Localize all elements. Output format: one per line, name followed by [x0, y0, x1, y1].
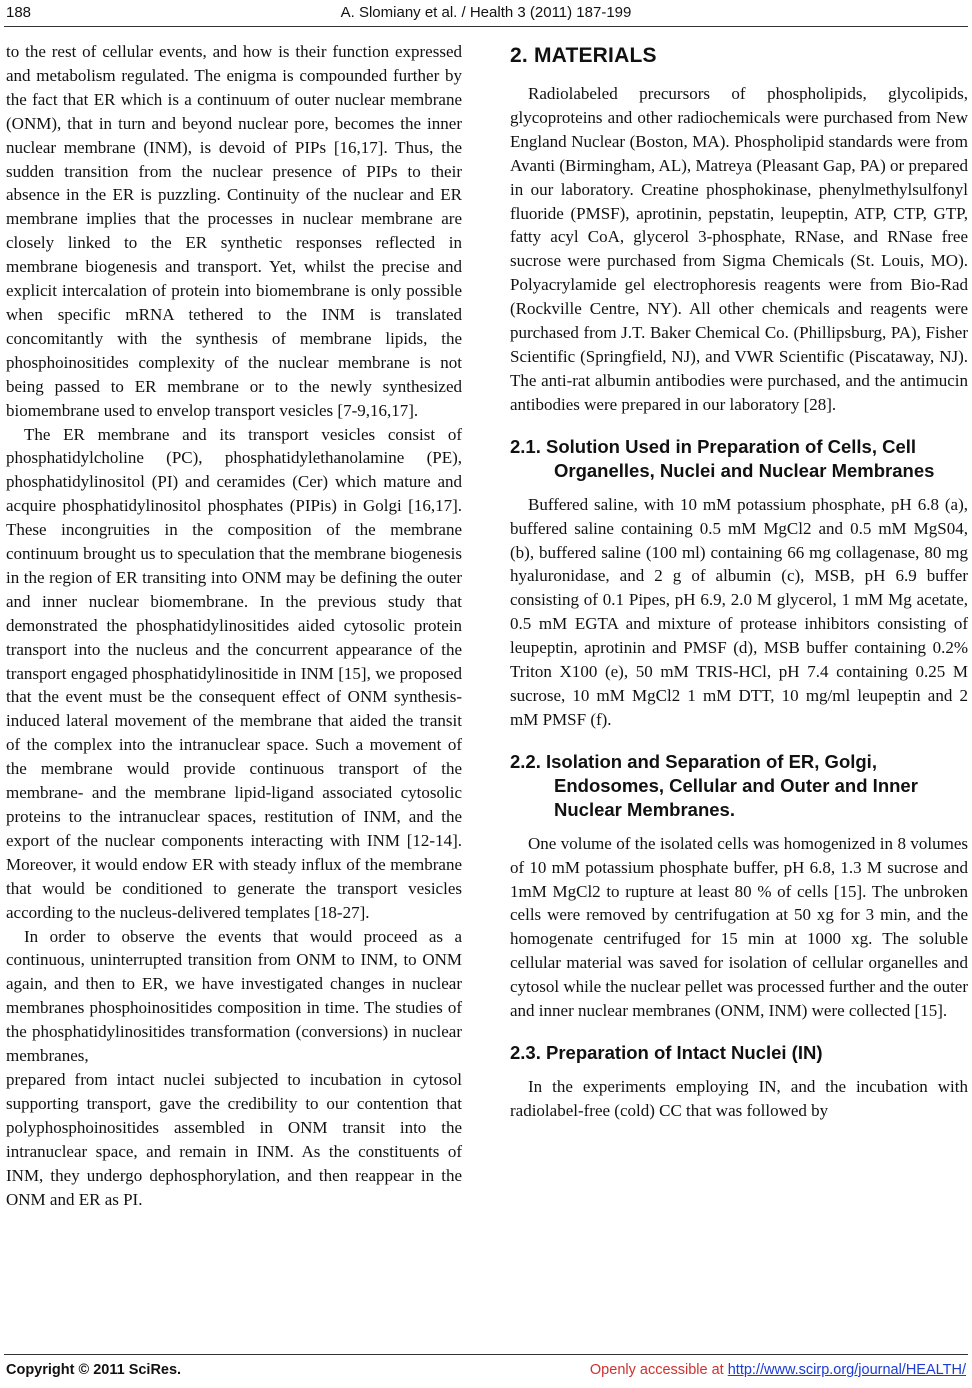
paragraph: One volume of the isolated cells was homogenized in 8 volumes of 10 mM potassium phosphate buffer, pH 6.8, 1.3 M sucrose and 1mM MgCl2 to rupture at least 80 % of cells [15]. The unbroken cells were removed by centrifugation at 50 xg for 3 min, and the homogenate centrifuged for 15 min at 1000 xg. The soluble cellular material was saved for isolation of cellular organelles and cytosol while the nuclear pellet was processed further and the outer and inner nuclear membranes (ONM, INM) were collected [15].	[510, 833, 968, 1021]
subsection-heading: 2.3. Preparation of Intact Nuclei (IN)	[510, 1042, 823, 1063]
running-title: A. Slomiany et al. / Health 3 (2011) 187-199	[340, 4, 632, 21]
access-label: Openly accessible at	[589, 1362, 728, 1378]
paragraph: to the rest of cellular events, and how is their function expressed and metabolism regulated. The enigma is compounded further by the fact that ER which is a continuum of outer nuclear membrane (ONM), that in turn and beyond nuclear pore, becomes the inner nuclear membrane (INM), is devoid of PIPs [16,17]. Thus, the sudden transition from the nuclear presence of PIPs to their absence in the ER is puzzling. Continuity of the nuclear and ER membrane implies that the processes in nuclear membrane are closely linked to the ER synthetic responses reflected in membrane biogenesis and transport. Yet, whilst the precise and explicit intercalation of protein into biomembrane is only possible when specific mRNA tethered to the INM is translated concomitantly with the synthesis of membrane lipids, the phosphoinositides complexity of the nuclear membrane is not being passed to ER membrane or to the newly synthesized biomembrane used to envelop transport vesicles [7-9,16,17].	[6, 42, 462, 420]
paragraph: In the experiments employing IN, and the incubation with radiolabel-free (cold) CC that was followed by	[510, 1077, 968, 1120]
running-header	[0, 4, 972, 24]
subsection-heading: 2.1. Solution Used in Preparation of Cells, Cell Organelles, Nuclei and Nuclear Membranes	[510, 435, 935, 481]
paragraph: The ER membrane and its transport vesicles consist of phosphatidylcholine (PC), phosphatidylethanolamine (PE), phosphatidylinositol (PI) and ceramides (Cer) which mature and acquire phosphatidylinositol phosphates (PIPis) in Golgi [16,17]. These incongruities in the composition of the membrane continuum brought us to speculation that the membrane biogenesis in the region of ER transiting into ONM may be defining the outer and inner nuclear biomembrane. In the previous study that demonstrated the phosphatidylinositides aided cytosolic protein transport into the nucleus and the concurrent appearance of the transport engaged phosphatidylinositide in INM [15], we proposed that the event must be the consequent effect of ONM synthesis-induced lateral movement of the membrane that aided the transit of the complex into the intranuclear space. Such a movement of the membrane would provide continuous transport of the membrane- and the membrane lipid-ligand associated cytosolic proteins to the intranuclear spaces, restitution of INM, and the export of the nuclear components interacting with INM [12-14]. Moreover, it would endow ER with steady influx of the membrane that would be conditioned to generate the transport vesicles according to the nucleus-delivered templates [18-27].	[6, 424, 462, 922]
paragraph: Radiolabeled precursors of phospholipids, glycolipids, glycoproteins and other radiochemicals were purchased from New England Nuclear (Boston, MA). Phospholipid standards were from Avanti (Birmingham, AL), Matreya (Pleasant Gap, PA) or prepared in our laboratory. Creatine phosphokinase, phenylmethylsulfonyl fluoride (PMSF), aprotinin, pepstatin, leupeptin, ATP, CTP, GTP, fatty acyl CoA, glycerol 3-phosphate, RNase, and RNase free sucrose were purchased from Sigma Chemicals (St. Louis, MO). Polyacrylamide gel electrophoresis reagents were from Bio-Rad (Rockville Centre, NY). All other chemicals and reagents were purchased from J.T. Baker Chemical Co. (Phillipsburg, PA), Fisher Scientific (Springfield, NJ), and VWR Scientific (Piscataway, NJ). The anti-rat albumin antibodies were purchased, and the antimucin antibodies were prepared in our laboratory [28].	[510, 84, 968, 414]
paragraph: In order to observe the events that would proceed as a continuous, uninterrupted transition from ONM to INM, to ONM again, and then to ER, we have investigated changes in nuclear membranes phosphoinositides composition in time. The studies of the phosphatidylinositides transformation (conversions) in nuclear membranes,	[6, 926, 462, 1066]
subsection-heading: 2.2. Isolation and Separation of ER, Golgi, Endosomes, Cellular and Outer and Inner Nuclear Membranes.	[510, 750, 918, 820]
journal-link[interactable]: http://www.scirp.org/journal/HEALTH/	[727, 1362, 966, 1378]
header-rule	[4, 26, 968, 27]
copyright-notice: Copyright © 2011 SciRes.	[6, 1362, 182, 1378]
paragraph: Buffered saline, with 10 mM potassium phosphate, pH 6.8 (a), buffered saline containing 0.5 mM MgCl2 and 0.5 mM MgS04, (b), buffered saline (100 ml) containing 66 mg collagenase, 80 mg hyaluronidase, and 2 g of albumin (c), MSB, pH 6.9 buffer consisting of 0.1 Pipes, pH 6.9, 2.0 M glycerol, 1 mM Mg acetate, 0.5 mM EGTA and mixture of protease inhibitors consisting of leupeptin, aprotinin and PMSF (d), MSB buffer containing 0.2% Triton X100 (e), 50 mM TRIS-HCl, pH 7.4 containing 0.25 M sucrose, 10 mM MgCl2 1 mM DTT, 10 mg/ml leupeptin and 2 mM PMSF (f).	[510, 494, 968, 729]
paragraph: prepared from intact nuclei subjected to incubation in cytosol supporting transport, gave the credibility to our contention that polyphosphoinositides assembled in ONM transit into the intranuclear space, and remain in INM. As the constituents of INM, they undergo dephosphorylation, and then reappear in the ONM and ER as PI.	[6, 1069, 462, 1209]
left-column	[6, 40, 462, 1211]
footer-rule	[4, 1354, 968, 1355]
right-column	[510, 40, 968, 1123]
page-number: 188	[6, 4, 32, 21]
access-notice	[590, 1362, 966, 1378]
page-footer	[0, 1362, 972, 1382]
section-heading: 2. MATERIALS	[510, 44, 657, 67]
